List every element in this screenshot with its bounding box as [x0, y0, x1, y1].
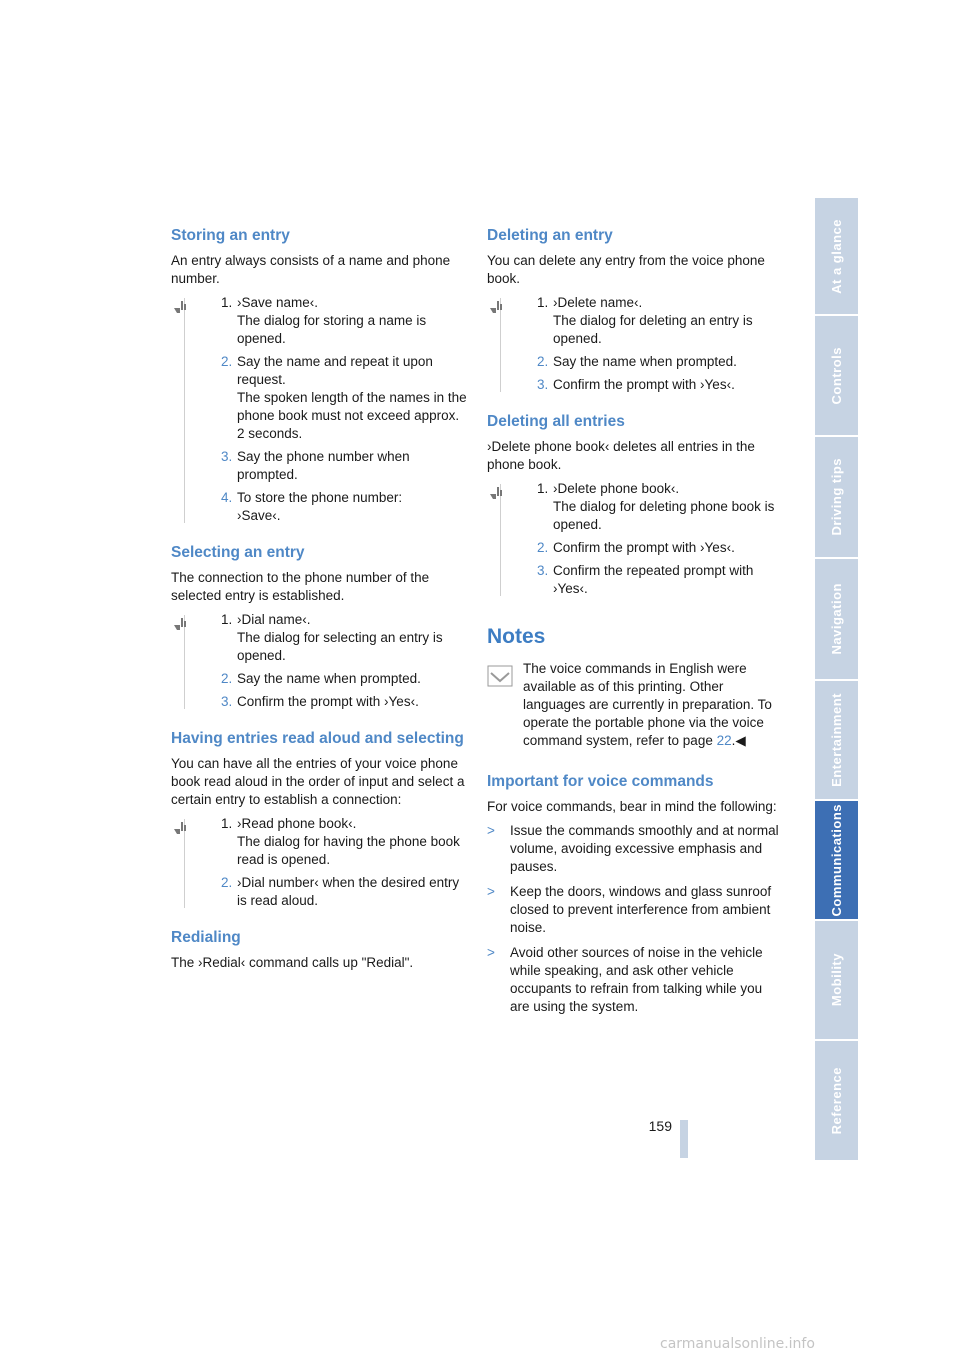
important-intro: For voice commands, bear in mind the following: [487, 799, 777, 814]
voice-command-icon [173, 617, 189, 631]
steps-deleting-all [487, 480, 783, 598]
heading-read-aloud: Having entries read aloud and selecting [171, 730, 464, 747]
deleting-all-intro: ›Delete phone book‹ deletes all entries in the phone book. [487, 439, 755, 472]
list-item [487, 822, 783, 876]
step-bar [184, 298, 185, 523]
step-bar [500, 484, 501, 596]
step-item [537, 294, 783, 348]
step-item [537, 353, 783, 371]
left-column [171, 226, 467, 978]
voice-command-icon [489, 300, 505, 314]
notes-text-main: The voice commands in English were available as of this printing. Other languages are currently in preparation. To operate the portable phone via the voice command system, refer to page [523, 661, 772, 748]
step-number: 4. [221, 490, 233, 505]
note-icon [487, 663, 513, 689]
step-item [221, 294, 467, 348]
readaloud-intro: You can have all the entries of your voice phone book read aloud in the order of input and select a certain entry to establish a connection: [171, 756, 465, 807]
bullet-text: Avoid other sources of noise in the vehicle while speaking, and ask other vehicle occupants to refrain from talking while you are using the system. [510, 945, 763, 1014]
voice-command-icon [173, 300, 189, 314]
step-number: 1. [221, 816, 233, 831]
step-number: 3. [537, 563, 549, 578]
step-text: Confirm the prompt with ›Yes‹. [237, 694, 419, 709]
step-text: ›Delete name‹. The dialog for deleting an entry is opened. [553, 295, 753, 346]
step-number: 3. [221, 694, 233, 709]
step-item [537, 562, 783, 598]
end-mark: .◀ [731, 733, 746, 748]
step-item [221, 693, 467, 711]
step-text: Say the name when prompted. [237, 671, 421, 686]
heading-storing-entry: Storing an entry [171, 227, 290, 244]
important-bullets [487, 822, 783, 1016]
step-number: 3. [537, 377, 549, 392]
step-item [221, 448, 467, 484]
step-number: 2. [221, 671, 233, 686]
bullet-text: Issue the commands smoothly and at normal volume, avoiding excessive emphasis and pauses. [510, 823, 779, 874]
step-number: 2. [537, 540, 549, 555]
step-number: 2. [537, 354, 549, 369]
steps-storing [171, 294, 467, 525]
step-text: Say the name when prompted. [553, 354, 737, 369]
bullet-marker: > [487, 823, 495, 838]
step-number: 3. [221, 449, 233, 464]
heading-important: Important for voice commands [487, 773, 714, 790]
voice-command-icon [173, 821, 189, 835]
tab-reference[interactable]: Reference [829, 1066, 844, 1135]
step-text: ›Save name‹. The dialog for storing a name is opened. [237, 295, 427, 346]
page-reference-link[interactable]: 22 [716, 733, 732, 748]
heading-notes: Notes [487, 625, 546, 648]
step-number: 1. [221, 612, 233, 627]
notes-text [523, 660, 783, 750]
redialing-text: The ›Redial‹ command calls up "Redial". [171, 955, 414, 970]
step-number: 1. [221, 295, 233, 310]
step-text: Say the phone number when prompted. [237, 449, 410, 482]
right-column [487, 226, 783, 1023]
tab-communications[interactable]: Communications [815, 801, 858, 921]
step-item [221, 489, 467, 525]
selecting-intro: The connection to the phone number of the selected entry is established. [171, 570, 430, 603]
heading-deleting-entry: Deleting an entry [487, 227, 613, 244]
step-number: 1. [537, 481, 549, 496]
step-text: Confirm the repeated prompt with ›Yes‹. [553, 563, 754, 596]
voice-command-icon [489, 486, 505, 500]
step-item [537, 539, 783, 557]
step-item [537, 376, 783, 394]
tab-navigation[interactable]: Navigation [815, 559, 858, 681]
step-text: Say the name and repeat it upon request. The spoken length of the names in the phone book must not exceed approx. 2 seconds. [237, 354, 467, 441]
step-item [221, 874, 467, 910]
heading-selecting-entry: Selecting an entry [171, 544, 305, 561]
steps-readaloud [171, 815, 467, 910]
tab-driving-tips[interactable]: Driving tips [815, 437, 858, 559]
step-item [221, 611, 467, 665]
tab-mobility[interactable]: Mobility [815, 921, 858, 1041]
list-item [487, 944, 783, 1016]
step-text: ›Delete phone book‹. The dialog for deleting phone book is opened. [553, 481, 775, 532]
list-item [487, 883, 783, 937]
heading-redialing: Redialing [171, 929, 241, 946]
step-item [221, 670, 467, 688]
tab-at-a-glance[interactable]: At a glance [815, 198, 858, 316]
step-text: ›Dial name‹. The dialog for selecting an entry is opened. [237, 612, 443, 663]
storing-intro: An entry always consists of a name and phone number. [171, 253, 451, 286]
step-text: Confirm the prompt with ›Yes‹. [553, 377, 735, 392]
bullet-text: Keep the doors, windows and glass sunroof closed to prevent interference from ambient noise. [510, 884, 772, 935]
step-text: To store the phone number: ›Save‹. [237, 490, 403, 523]
step-number: 1. [537, 295, 549, 310]
watermark: carmanualsonline.info [660, 1336, 815, 1352]
tab-controls[interactable]: Controls [815, 316, 858, 437]
heading-deleting-all: Deleting all entries [487, 413, 625, 430]
bullet-marker: > [487, 884, 495, 899]
deleting-intro: You can delete any entry from the voice phone book. [487, 253, 765, 286]
chapter-sidebar [815, 198, 858, 1160]
step-text: ›Read phone book‹. The dialog for having the phone book read is opened. [237, 816, 460, 867]
step-item [221, 353, 467, 443]
step-item [537, 480, 783, 534]
bullet-marker: > [487, 945, 495, 960]
steps-deleting [487, 294, 783, 394]
step-item [221, 815, 467, 869]
step-text: Confirm the prompt with ›Yes‹. [553, 540, 735, 555]
step-text: ›Dial number‹ when the desired entry is read aloud. [237, 875, 460, 908]
notes-block [487, 660, 783, 750]
tab-entertainment[interactable]: Entertainment [815, 681, 858, 801]
steps-selecting [171, 611, 467, 711]
step-number: 2. [221, 875, 233, 890]
step-number: 2. [221, 354, 233, 369]
page-marker-bar [680, 1120, 688, 1158]
page-number: 159 [648, 1118, 672, 1134]
